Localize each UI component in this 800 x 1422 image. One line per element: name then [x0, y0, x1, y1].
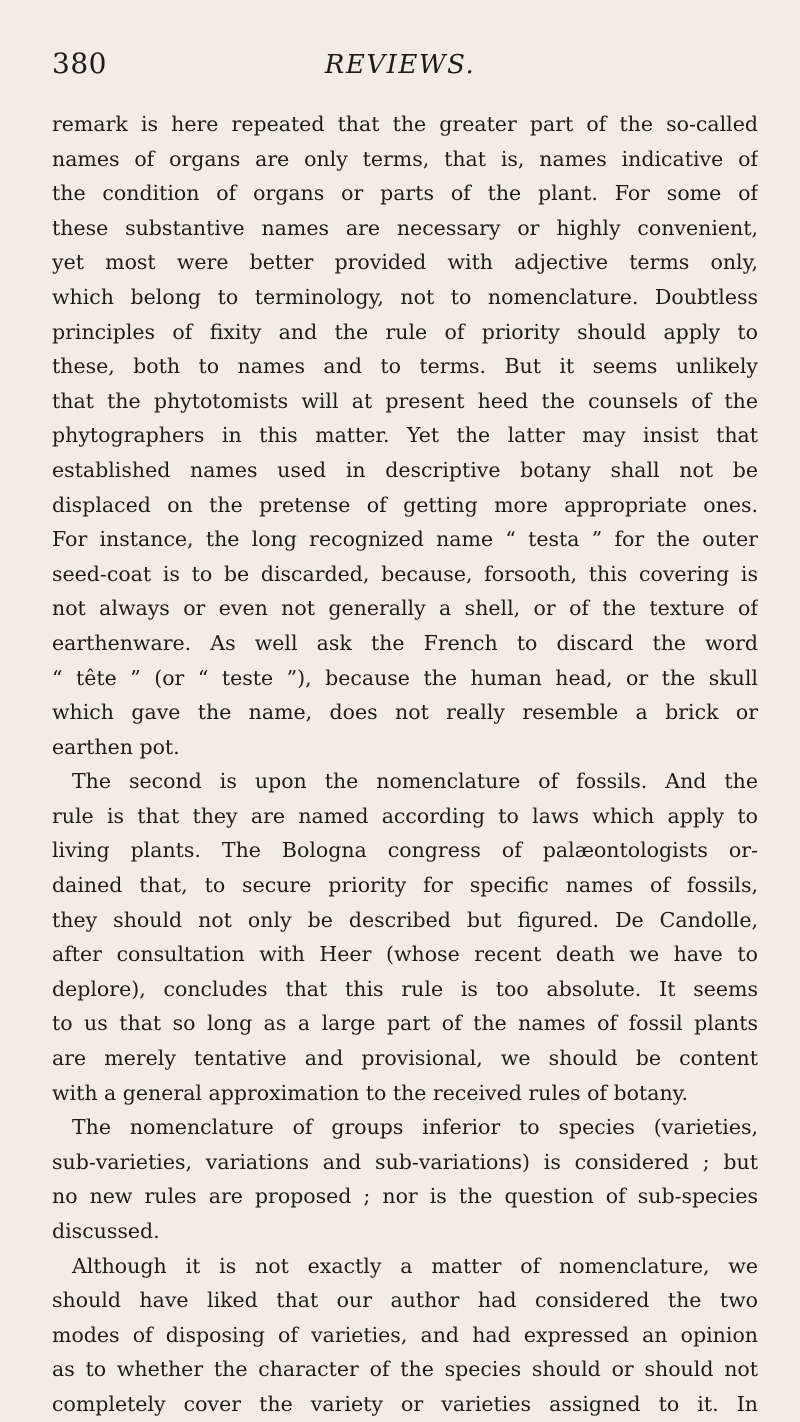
text-line: discussed.	[52, 1219, 160, 1243]
page-number: 380	[52, 47, 107, 80]
text-line: no new rules are proposed ; nor is the question of sub-species	[52, 1184, 758, 1209]
text-line: sub-varieties, variations and sub-variations) is considered ; but	[52, 1149, 758, 1174]
text-line: not always or even not generally a shell, or of the texture of	[52, 596, 758, 621]
text-line: earthen pot.	[52, 734, 180, 759]
text-line: rule is that they are named according to laws which apply to	[52, 803, 758, 828]
text-line: as to whether the character of the species should or should not	[52, 1357, 758, 1382]
text-line: they should not only be described but figured. De Candolle,	[52, 907, 758, 932]
text-line: dained that, to secure priority for specific names of fossils,	[52, 873, 758, 898]
text-line: The nomenclature of groups inferior to species (varieties,	[72, 1115, 758, 1140]
text-line: living plants. The Bologna congress of palæontologists or-	[52, 838, 758, 863]
text-line: seed-coat is to be discarded, because, forsooth, this covering is	[52, 561, 758, 586]
text-line: that the phytotomists will at present heed the counsels of the	[52, 388, 758, 413]
text-line: the condition of organs or parts of the plant. For some of	[52, 181, 758, 206]
text-line: phytographers in this matter. Yet the latter may insist that	[52, 423, 758, 448]
text-line: modes of disposing of varieties, and had expressed an opinion	[52, 1322, 758, 1347]
text-line: which gave the name, does not really resemble a brick or	[52, 700, 758, 725]
text-line: after consultation with Heer (whose recent death we have to	[52, 942, 758, 967]
text-line: these, both to names and to terms. But it seems unlikely	[52, 354, 758, 379]
text-line: yet most were better provided with adjective terms only,	[52, 250, 758, 275]
text-line: to us that so long as a large part of the names of fossil plants	[52, 1011, 758, 1036]
text-line: these substantive names are necessary or highly convenient,	[52, 215, 758, 240]
text-line: earthenware. As well ask the French to discard the word	[52, 630, 758, 655]
text-line: deplore), concludes that this rule is too absolute. It seems	[52, 976, 758, 1001]
text-line: should have liked that our author had considered the two	[52, 1288, 758, 1313]
text-line: displaced on the pretense of getting more appropriate ones.	[52, 492, 758, 517]
text-line: The second is upon the nomenclature of fossils. And the	[72, 769, 758, 794]
text-line: which belong to terminology, not to nomenclature. Doubtless	[52, 284, 758, 309]
text-line: remark is here repeated that the greater part of the so-called	[52, 112, 758, 136]
text-line: Although it is not exactly a matter of nomenclature, we	[72, 1253, 758, 1278]
running-head: REVIEWS.	[324, 50, 476, 80]
text-line: For instance, the long recognized name “ testa ” for the outer	[52, 527, 758, 552]
text-line: are merely tentative and provisional, we should be content	[52, 1046, 758, 1071]
body-text	[52, 107, 758, 1422]
text-line: principles of fixity and the rule of priority should apply to	[52, 319, 758, 344]
text-line: completely cover the variety or varieties assigned to it. In	[52, 1391, 758, 1416]
text-line: “ tête ” (or “ teste ”), because the human head, or the skull	[52, 665, 758, 690]
text-line: established names used in descriptive botany shall not be	[52, 457, 758, 482]
text-line: with a general approximation to the received rules of botany.	[52, 1080, 689, 1105]
text-line: names of organs are only terms, that is, names indicative of	[52, 146, 758, 171]
